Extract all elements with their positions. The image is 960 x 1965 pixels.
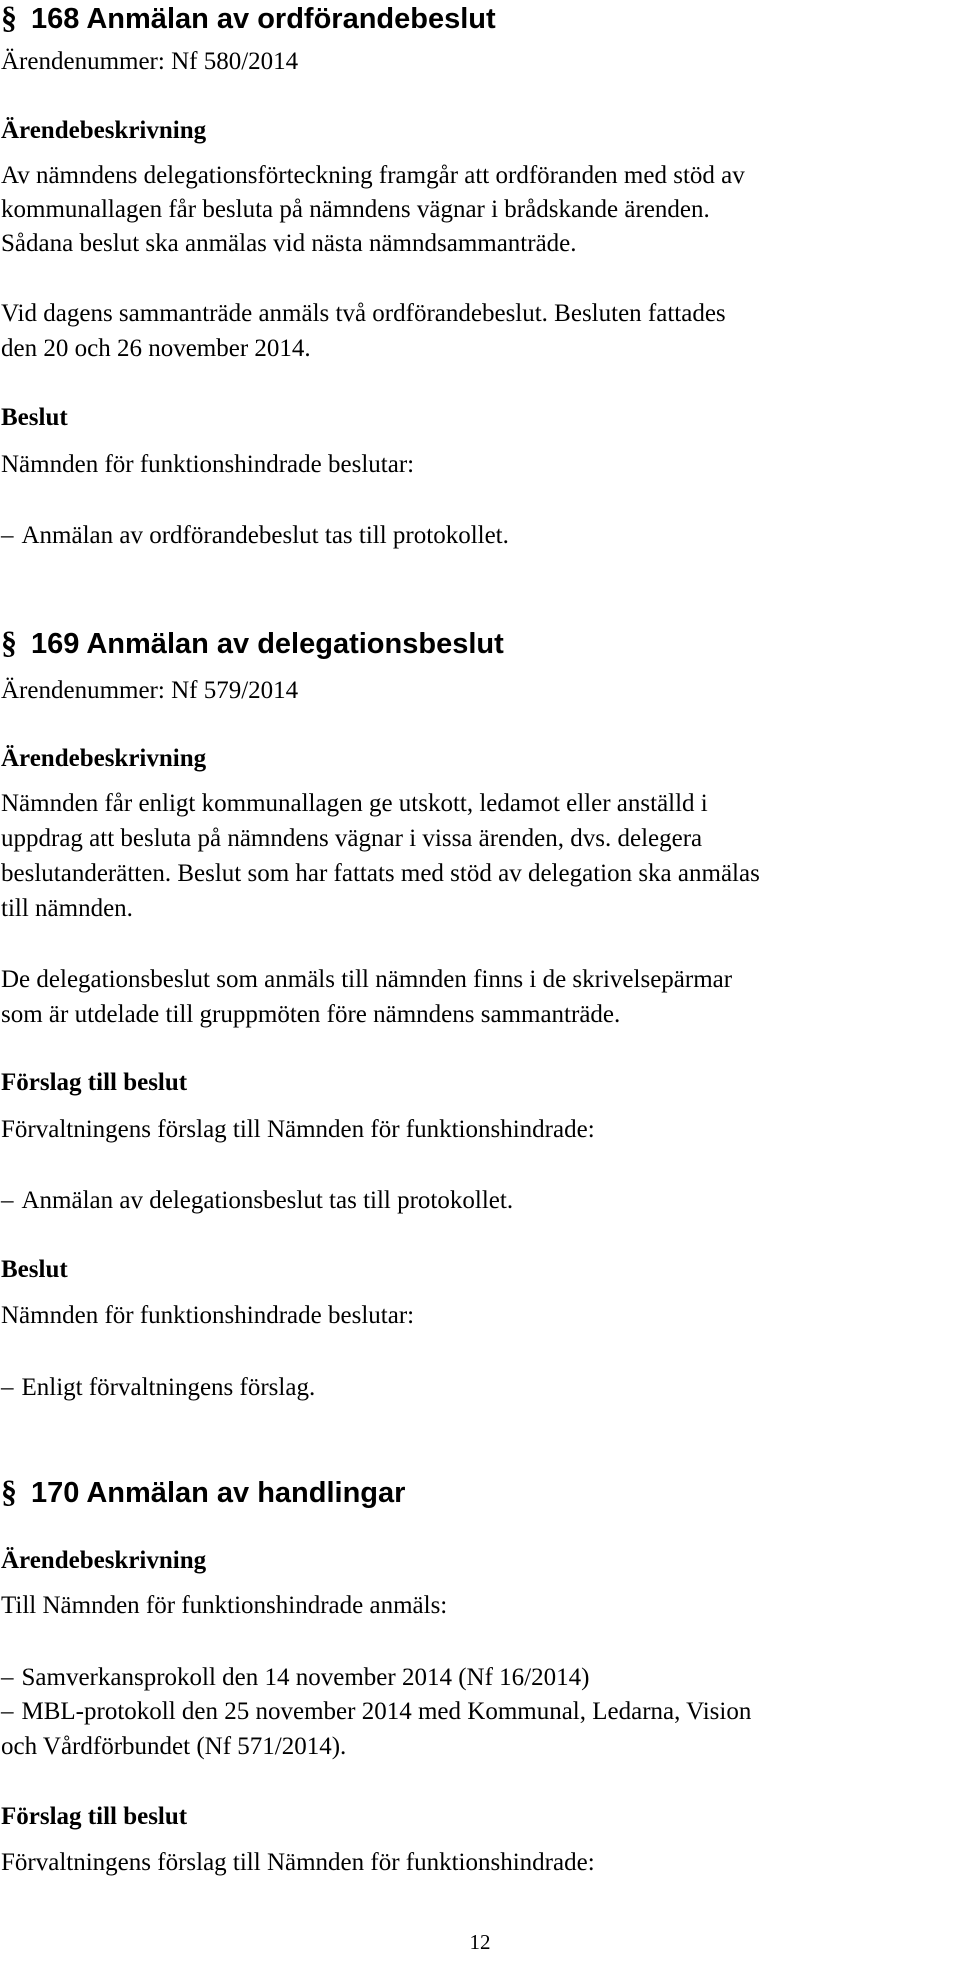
dash-bullet: –: [1, 1374, 14, 1401]
decision-item: [1, 518, 956, 553]
section-sign: §: [1, 0, 17, 35]
decision-item-text: Anmälan av ordförandebeslut tas till protokollet.: [21, 522, 509, 549]
section-title: 168 Anmälan av ordförandebeslut: [31, 3, 496, 35]
dash-bullet: –: [1, 1698, 14, 1725]
section-heading: [1, 1474, 956, 1510]
decision-intro: Nämnden för funktionshindrade beslutar:: [1, 451, 415, 478]
section-heading: [1, 0, 956, 36]
page-number: 12: [469, 1930, 491, 1954]
description-line: uppdrag att besluta på nämndens vägnar i vissa ärenden, dvs. delegera: [1, 825, 703, 852]
section-sign: §: [1, 624, 17, 660]
section-sign: §: [1, 1473, 17, 1509]
proposal-heading: Förslag till beslut: [1, 1069, 188, 1096]
section-heading: [1, 625, 956, 661]
description-line: kommunallagen får besluta på nämndens vägnar i brådskande ärenden.: [1, 196, 710, 223]
decision-item-text: Enligt förvaltningens förslag.: [21, 1374, 316, 1401]
description-line: Av nämndens delegationsförteckning framgår att ordföranden med stöd av: [1, 162, 745, 189]
description-line: till nämnden.: [1, 895, 133, 922]
description-heading: Ärendebeskrivning: [1, 1547, 207, 1574]
section-title: 170 Anmälan av handlingar: [31, 1477, 406, 1509]
list-item-continuation: och Vårdförbundet (Nf 571/2014).: [1, 1733, 347, 1760]
description-heading: Ärendebeskrivning: [1, 745, 207, 772]
description-line: Vid dagens sammanträde anmäls två ordförandebeslut. Besluten fattades: [1, 300, 726, 327]
list-item-text: Samverkansprokoll den 14 november 2014 (Nf 16/2014): [21, 1664, 590, 1691]
list-item-text: MBL-protokoll den 25 november 2014 med Kommunal, Ledarna, Vision: [21, 1698, 752, 1725]
decision-heading: Beslut: [1, 404, 68, 431]
description-intro: Till Nämnden för funktionshindrade anmäls:: [1, 1592, 448, 1619]
description-line: De delegationsbeslut som anmäls till nämnden finns i de skrivelsepärmar: [1, 966, 733, 993]
case-number: Ärendenummer: Nf 580/2014: [1, 48, 299, 75]
list-item: [1, 1660, 956, 1695]
decision-intro: Nämnden för funktionshindrade beslutar:: [1, 1302, 415, 1329]
dash-bullet: –: [1, 522, 14, 549]
section-title: 169 Anmälan av delegationsbeslut: [31, 628, 504, 660]
decision-heading: Beslut: [1, 1256, 68, 1283]
case-number: Ärendenummer: Nf 579/2014: [1, 677, 299, 704]
description-line: som är utdelade till gruppmöten före nämndens sammanträde.: [1, 1001, 621, 1028]
list-item: [1, 1694, 956, 1729]
description-line: den 20 och 26 november 2014.: [1, 335, 311, 362]
dash-bullet: –: [1, 1187, 14, 1214]
dash-bullet: –: [1, 1664, 14, 1691]
description-line: Nämnden får enligt kommunallagen ge utskott, ledamot eller anställd i: [1, 790, 708, 817]
description-line: beslutanderätten. Beslut som har fattats med stöd av delegation ska anmälas: [1, 860, 760, 887]
proposal-item: [1, 1183, 956, 1218]
proposal-intro: Förvaltningens förslag till Nämnden för funktionshindrade:: [1, 1116, 595, 1143]
proposal-heading: Förslag till beslut: [1, 1803, 188, 1830]
proposal-item-text: Anmälan av delegationsbeslut tas till protokollet.: [21, 1187, 514, 1214]
proposal-intro: Förvaltningens förslag till Nämnden för funktionshindrade:: [1, 1849, 595, 1876]
decision-item: [1, 1370, 956, 1405]
description-heading: Ärendebeskrivning: [1, 117, 207, 144]
description-line: Sådana beslut ska anmälas vid nästa nämndsammanträde.: [1, 230, 577, 257]
